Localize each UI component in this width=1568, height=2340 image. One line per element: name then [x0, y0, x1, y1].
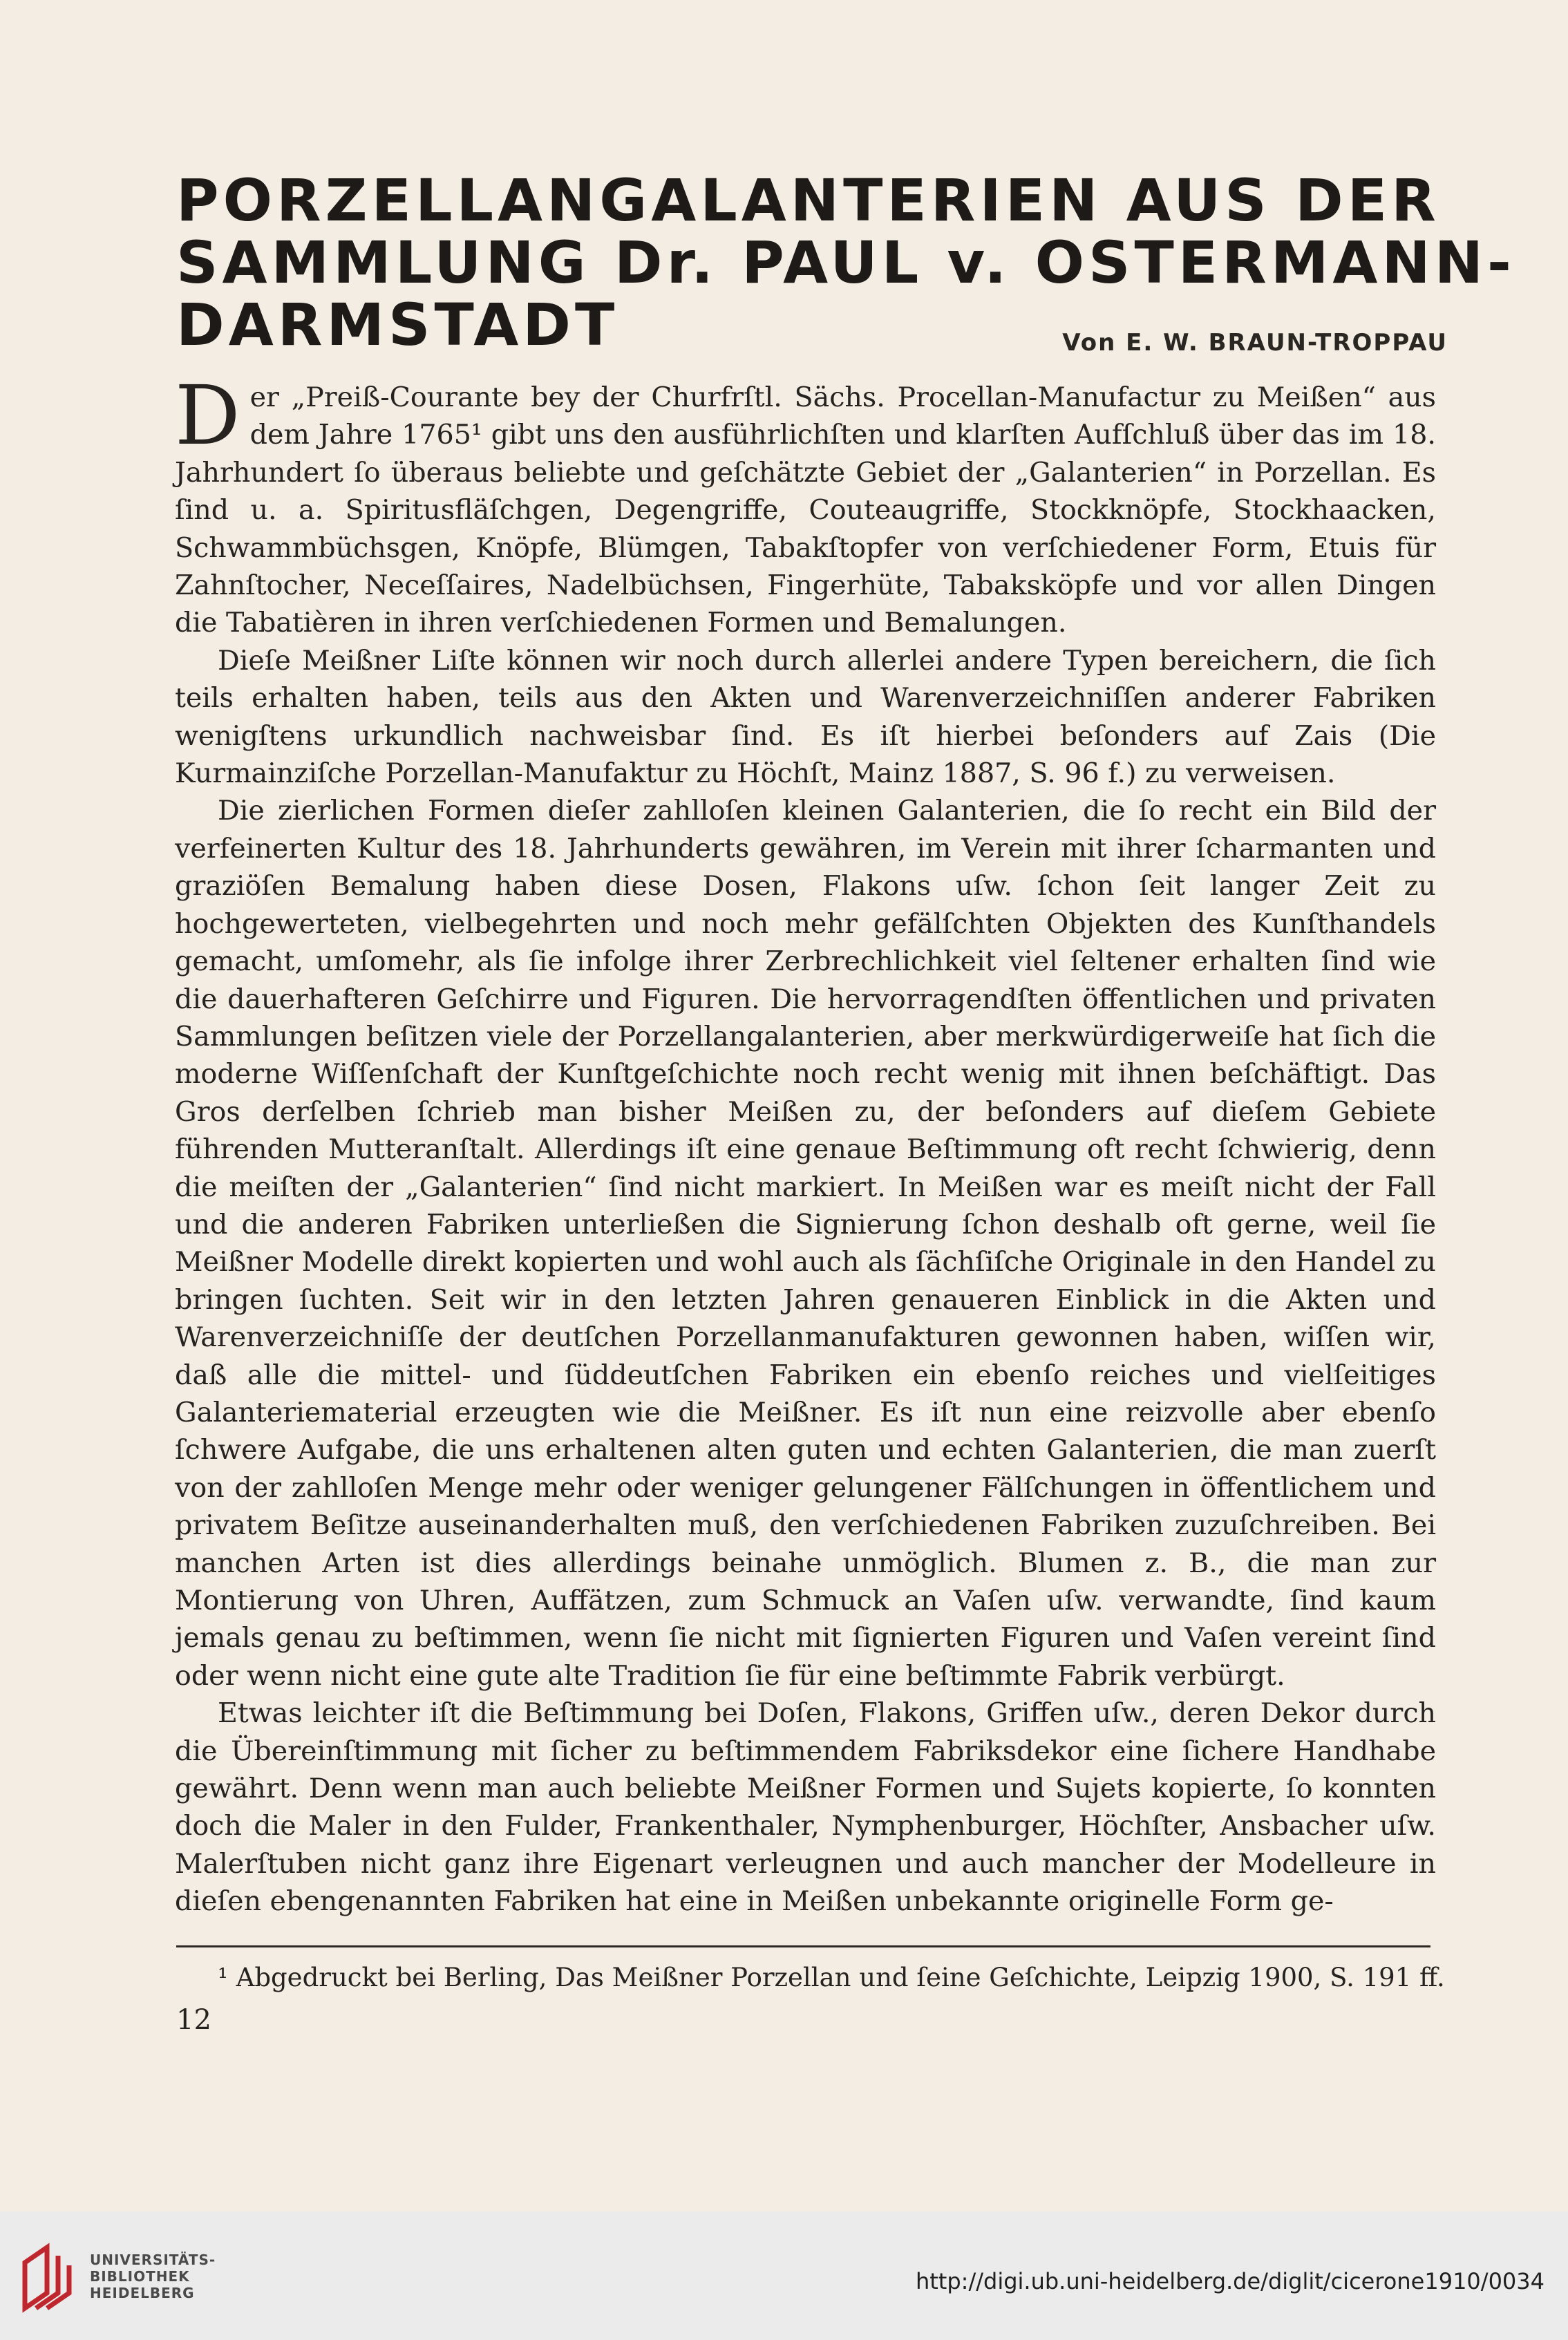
library-logo-icon[interactable] — [19, 2242, 79, 2314]
paragraph-1-text: er „Preiß-Courante bey der Churfrſtl. Sächs. Procellan-Manufactur zu Meißen“ aus dem Jahre 1765¹ gibt uns den ausführlichſten und klarſten Aufſchluß über das im 18. Jahrhundert ſo überaus beliebte und geſchätzte Gebiet der „Galanterien“ in Porzellan. Es ſind u. a. Spiritusfläſchgen, Degengriffe, Couteaugriffe, Stockknöpfe, Stockhaacken, Schwammbüchsgen, Knöpfe, Blümgen, Tabakſtopfer von verſchiedener Form, Etuis für Zahnſtocher, Neceſſaires, Nadelbüchsen, Fingerhüte, Tabaksköpfe und vor allen Dingen die Tabatièren in ihren verſchiedenen Formen und Bemalungen. — [175, 381, 1436, 639]
title-line-2: SAMMLUNG Dr. PAUL v. OSTERMANN- — [176, 229, 1515, 296]
permalink-url[interactable]: http://digi.ub.uni-heidelberg.de/diglit/cicerone1910/0034 — [915, 2268, 1545, 2294]
article-title — [176, 167, 1515, 368]
title-line-1: PORZELLANGALANTERIEN AUS DER — [176, 167, 1440, 234]
article-body — [175, 368, 1436, 1921]
title-line-3: DARMSTADT — [176, 291, 619, 359]
author-byline: Von E. W. BRAUN-TROPPAU — [1062, 329, 1448, 357]
paragraph-3: Die zierlichen Formen dieſer zahlloſen kleinen Galanterien, die ſo recht ein Bild der verfeinerten Kultur des 18. Jahrhunderts gewähren, im Verein mit ihrer ſcharmanten und graziöſen Bemalung haben diese Dosen, Flakons uſw. ſchon ſeit langer Zeit zu hochgewerteten, vielbegehrten und noch mehr gefälſchten Objekten des Kunſthandels gemacht, umſomehr, als ſie infolge ihrer Zerbrechlichkeit viel ſeltener erhalten ſind wie die dauerhafteren Geſchirre und Figuren. Die hervorragendſten öffentlichen und privaten Sammlungen beſitzen viele der Porzellangalanterien, aber merkwürdigerweiſe hat ſich die moderne Wiſſenſchaft der Kunſtgeſchichte noch recht wenig mit ihnen beſchäftigt. Das Gros derſelben ſchrieb man bisher Meißen zu, der beſonders auf dieſem Gebiete führenden Mutteranſtalt. Allerdings iſt eine genaue Beſtimmung oft recht ſchwierig, denn die meiſten der „Galanterien“ ſind nicht markiert. In Meißen war es meiſt nicht der Fall und die anderen Fabriken unterließen die Signierung ſchon deshalb oft gerne, weil ſie Meißner Modelle direkt kopierten und wohl auch als ſächſiſche Originale in den Handel zu bringen ſuchten. Seit wir in den letzten Jahren genaueren Einblick in die Akten und Warenverzeichniſſe der deutſchen Porzellanmanufakturen gewonnen haben, wiſſen wir, daß alle die mittel- und ſüddeutſchen Fabriken ein ebenſo reiches und vielſeitiges Galanteriematerial erzeugten wie die Meißner. Es iſt nun eine reizvolle aber ebenſo ſchwere Aufgabe, die uns erhaltenen alten guten und echten Galanterien, die man zuerſt von der zahlloſen Menge mehr oder weniger gelungener Fälſchungen in öffentlichem und privatem Beſitze auseinanderhalten muß, den verſchiedenen Fabriken zuzuſchreiben. Bei manchen Arten ist dies allerdings beinahe unmöglich. Blumen z. B., die man zur Montierung von Uhren, Auffätzen, zum Schmuck an Vaſen uſw. verwandte, ſind kaum jemals genau zu beſtimmen, wenn ſie nicht mit ſignierten Figuren und Vaſen vereint ſind oder wenn nicht eine gute alte Tradition ſie für eine beſtimmte Fabrik verbürgt. — [175, 795, 1436, 1692]
title-line-3-row — [176, 291, 1448, 368]
library-name-line-1: UNIVERSITÄTS- — [90, 2252, 216, 2268]
footnote: ¹ Abgedruckt bei Berling, Das Meißner Porzellan und ſeine Geſchichte, Leipzig 1900, S. 191 ff. — [218, 1963, 1445, 1992]
drop-cap: D — [175, 368, 240, 463]
footnote-divider — [176, 1945, 1430, 1947]
paragraph-1 — [175, 368, 1436, 642]
library-name-line-3: HEIDELBERG — [90, 2285, 195, 2301]
library-name-line-2: BIBLIOTHEK — [90, 2268, 190, 2285]
paragraph-4: Etwas leichter iſt die Beſtimmung bei Doſen, Flakons, Griffen uſw., deren Dekor durch die Übereinſtimmung mit ſicher zu beſtimmendem Fabriksdekor eine ſichere Handhabe gewährt. Denn wenn man auch beliebte Meißner Formen und Sujets kopierte, ſo konnten doch die Maler in den Fulder, Frankenthaler, Nymphenburger, Höchſter, Ansbacher uſw. Malerſtuben nicht ganz ihre Eigenart verleugnen und auch mancher der Modelleure in dieſen ebengenannten Fabriken hat eine in Meißen unbekannte originelle Form ge- — [175, 1697, 1436, 1918]
library-footer-bar — [0, 2211, 1568, 2340]
paragraph-2: Dieſe Meißner Liſte können wir noch durch allerlei andere Typen bereichern, die ſich teils erhalten haben, teils aus den Akten und Warenverzeichniſſen anderer Fabriken wenigſtens urkundlich nachweisbar ſind. Es iſt hierbei beſonders auf Zais (Die Kurmainziſche Porzellan-Manufaktur zu Höchſt, Mainz 1887, S. 96 f.) zu verweisen. — [175, 644, 1436, 790]
page-number: 12 — [176, 2004, 211, 2036]
library-name — [90, 2252, 216, 2301]
